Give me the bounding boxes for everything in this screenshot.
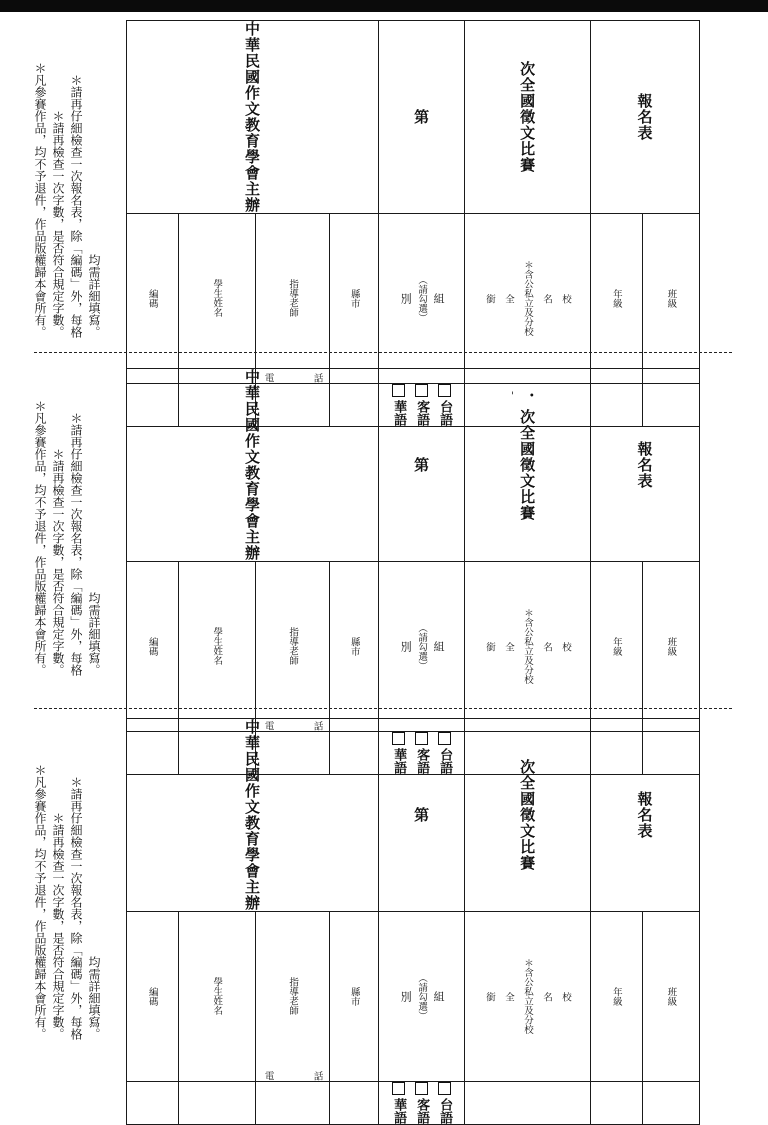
input-code[interactable]: [127, 1081, 179, 1124]
label-school: [465, 562, 591, 732]
title-session: 第: [379, 21, 465, 214]
title-session: 第: [379, 719, 465, 912]
checkbox-icon[interactable]: [415, 1082, 428, 1095]
label-teacher: 指導老師: [286, 627, 299, 665]
option-hua[interactable]: 華語: [389, 732, 408, 774]
label-grade: 年級: [591, 214, 643, 384]
label-school-c: 全: [502, 992, 515, 1002]
label-class: 班級: [642, 912, 699, 1082]
label-school-d: 銜: [483, 294, 496, 304]
registration-form-3: [0, 716, 768, 1046]
title-contest: 次全國徵文比賽: [465, 719, 591, 912]
label-phone-b: 話: [311, 721, 324, 731]
label-phone-a: 電: [262, 721, 275, 731]
input-student-name[interactable]: [178, 1081, 255, 1124]
note-3: ＊請再仔細檢查一次報名表，除「編碼」外，每格: [68, 740, 84, 1040]
title-organizer: 中華民國作文教育學會主辦: [127, 719, 379, 912]
title-organizer: 中華民國作文教育學會主辦: [127, 369, 379, 562]
note-1: ＊凡參賽作品，均不予退件，作品版權歸本會所有。: [32, 378, 48, 676]
notes: [24, 740, 112, 1040]
title-contest: 次全國徵文比賽: [465, 369, 591, 562]
label-county: 縣市: [330, 214, 379, 384]
title-organizer: 中華民國作文教育學會主辦: [127, 21, 379, 214]
title-form: 報名表: [591, 369, 700, 562]
option-hakka[interactable]: 客語: [412, 1082, 431, 1124]
label-teacher-phone: [255, 214, 329, 384]
label-code: 編碼: [127, 562, 179, 732]
notes: [24, 38, 112, 338]
option-taiwanese[interactable]: 台語: [435, 384, 454, 426]
option-hakka[interactable]: 客語: [412, 384, 431, 426]
label-class: 班級: [642, 562, 699, 732]
label-student-name: 學生姓名: [178, 214, 255, 384]
input-county[interactable]: [330, 1081, 379, 1124]
label-student-name: 學生姓名: [178, 562, 255, 732]
label-phone-a: 電: [262, 373, 275, 383]
checkbox-icon[interactable]: [392, 1082, 405, 1095]
form-table: [126, 368, 700, 775]
note-4: 均需詳細填寫。: [86, 740, 102, 1040]
label-group-hint: （請勾選）: [415, 973, 428, 1021]
option-hua[interactable]: 華語: [389, 1082, 408, 1124]
label-group: [379, 214, 465, 384]
label-school-note: ＊含公私立及分校: [521, 260, 534, 336]
label-student-name: 學生姓名: [178, 912, 255, 1082]
label-code: 編碼: [127, 912, 179, 1082]
checkbox-icon[interactable]: [438, 1082, 451, 1095]
title-form: 報名表: [591, 719, 700, 912]
label-group-hint: （請勾選）: [415, 275, 428, 323]
note-4: 均需詳細填寫。: [86, 38, 102, 338]
form-table: [126, 718, 700, 1125]
option-hua[interactable]: 華語: [389, 384, 408, 426]
label-teacher: 指導老師: [286, 977, 299, 1015]
title-session: 第: [379, 369, 465, 562]
label-teacher-phone: [255, 562, 329, 732]
note-3: ＊請再仔細檢查一次報名表，除「編碼」外，每格: [68, 378, 84, 676]
label-school-c: 全: [502, 642, 515, 652]
cut-line: [34, 352, 732, 353]
option-taiwanese[interactable]: 台語: [435, 1082, 454, 1124]
label-school: [465, 214, 591, 384]
label-county: 縣市: [330, 562, 379, 732]
notes: [24, 378, 112, 676]
note-2: ＊請再檢查一次字數，是否符合規定字數。: [50, 38, 66, 338]
label-school-d: 銜: [483, 642, 496, 652]
input-grade[interactable]: [591, 1081, 643, 1124]
label-code: 編碼: [127, 214, 179, 384]
note-4: 均需詳細填寫。: [86, 378, 102, 676]
label-group-suffix: 別: [398, 293, 412, 304]
label-school-a: 校: [559, 992, 572, 1002]
input-school[interactable]: [465, 1081, 591, 1124]
scan-top-edge: [0, 0, 768, 12]
label-group-hint: （請勾選）: [415, 623, 428, 671]
title-form: 報名表: [591, 21, 700, 214]
label-school-c: 全: [502, 294, 515, 304]
label-group-text: 組: [431, 991, 445, 1002]
label-school-note: ＊含公私立及分校: [521, 608, 534, 684]
stray-mark: ': [511, 391, 514, 402]
note-1: ＊凡參賽作品，均不予退件，作品版權歸本會所有。: [32, 38, 48, 338]
label-school-a: 校: [559, 294, 572, 304]
label-school-d: 銜: [483, 992, 496, 1002]
label-grade: 年級: [591, 912, 643, 1082]
note-1: ＊凡參賽作品，均不予退件，作品版權歸本會所有。: [32, 740, 48, 1040]
label-group-suffix: 別: [398, 991, 412, 1002]
label-group-text: 組: [431, 641, 445, 652]
label-school-b: 名: [540, 992, 553, 1002]
note-2: ＊請再檢查一次字數，是否符合規定字數。: [50, 740, 66, 1040]
label-group-suffix: 別: [398, 641, 412, 652]
label-school-b: 名: [540, 294, 553, 304]
option-taiwanese[interactable]: 台語: [435, 732, 454, 774]
label-school-note: ＊含公私立及分校: [521, 958, 534, 1034]
label-group-text: 組: [431, 293, 445, 304]
label-phone-b: 話: [311, 1071, 324, 1081]
label-phone-b: 話: [311, 373, 324, 383]
input-teacher-phone[interactable]: [255, 1081, 329, 1124]
label-school-a: 校: [559, 642, 572, 652]
note-2: ＊請再檢查一次字數，是否符合規定字數。: [50, 378, 66, 676]
cut-line: [34, 708, 732, 709]
label-group: [379, 562, 465, 732]
registration-form-2: [0, 362, 768, 682]
label-grade: 年級: [591, 562, 643, 732]
option-hakka[interactable]: 客語: [412, 732, 431, 774]
title-contest: 次全國徵文比賽: [465, 21, 591, 214]
label-county: 縣市: [330, 912, 379, 1082]
label-class: 班級: [642, 214, 699, 384]
group-options: [379, 1081, 465, 1124]
label-school-b: 名: [540, 642, 553, 652]
label-phone-a: 電: [262, 1071, 275, 1081]
input-class[interactable]: [642, 1081, 699, 1124]
label-teacher: 指導老師: [286, 279, 299, 317]
stray-mark: •: [529, 391, 535, 402]
registration-form-1: [0, 14, 768, 344]
note-3: ＊請再仔細檢查一次報名表，除「編碼」外，每格: [68, 38, 84, 338]
